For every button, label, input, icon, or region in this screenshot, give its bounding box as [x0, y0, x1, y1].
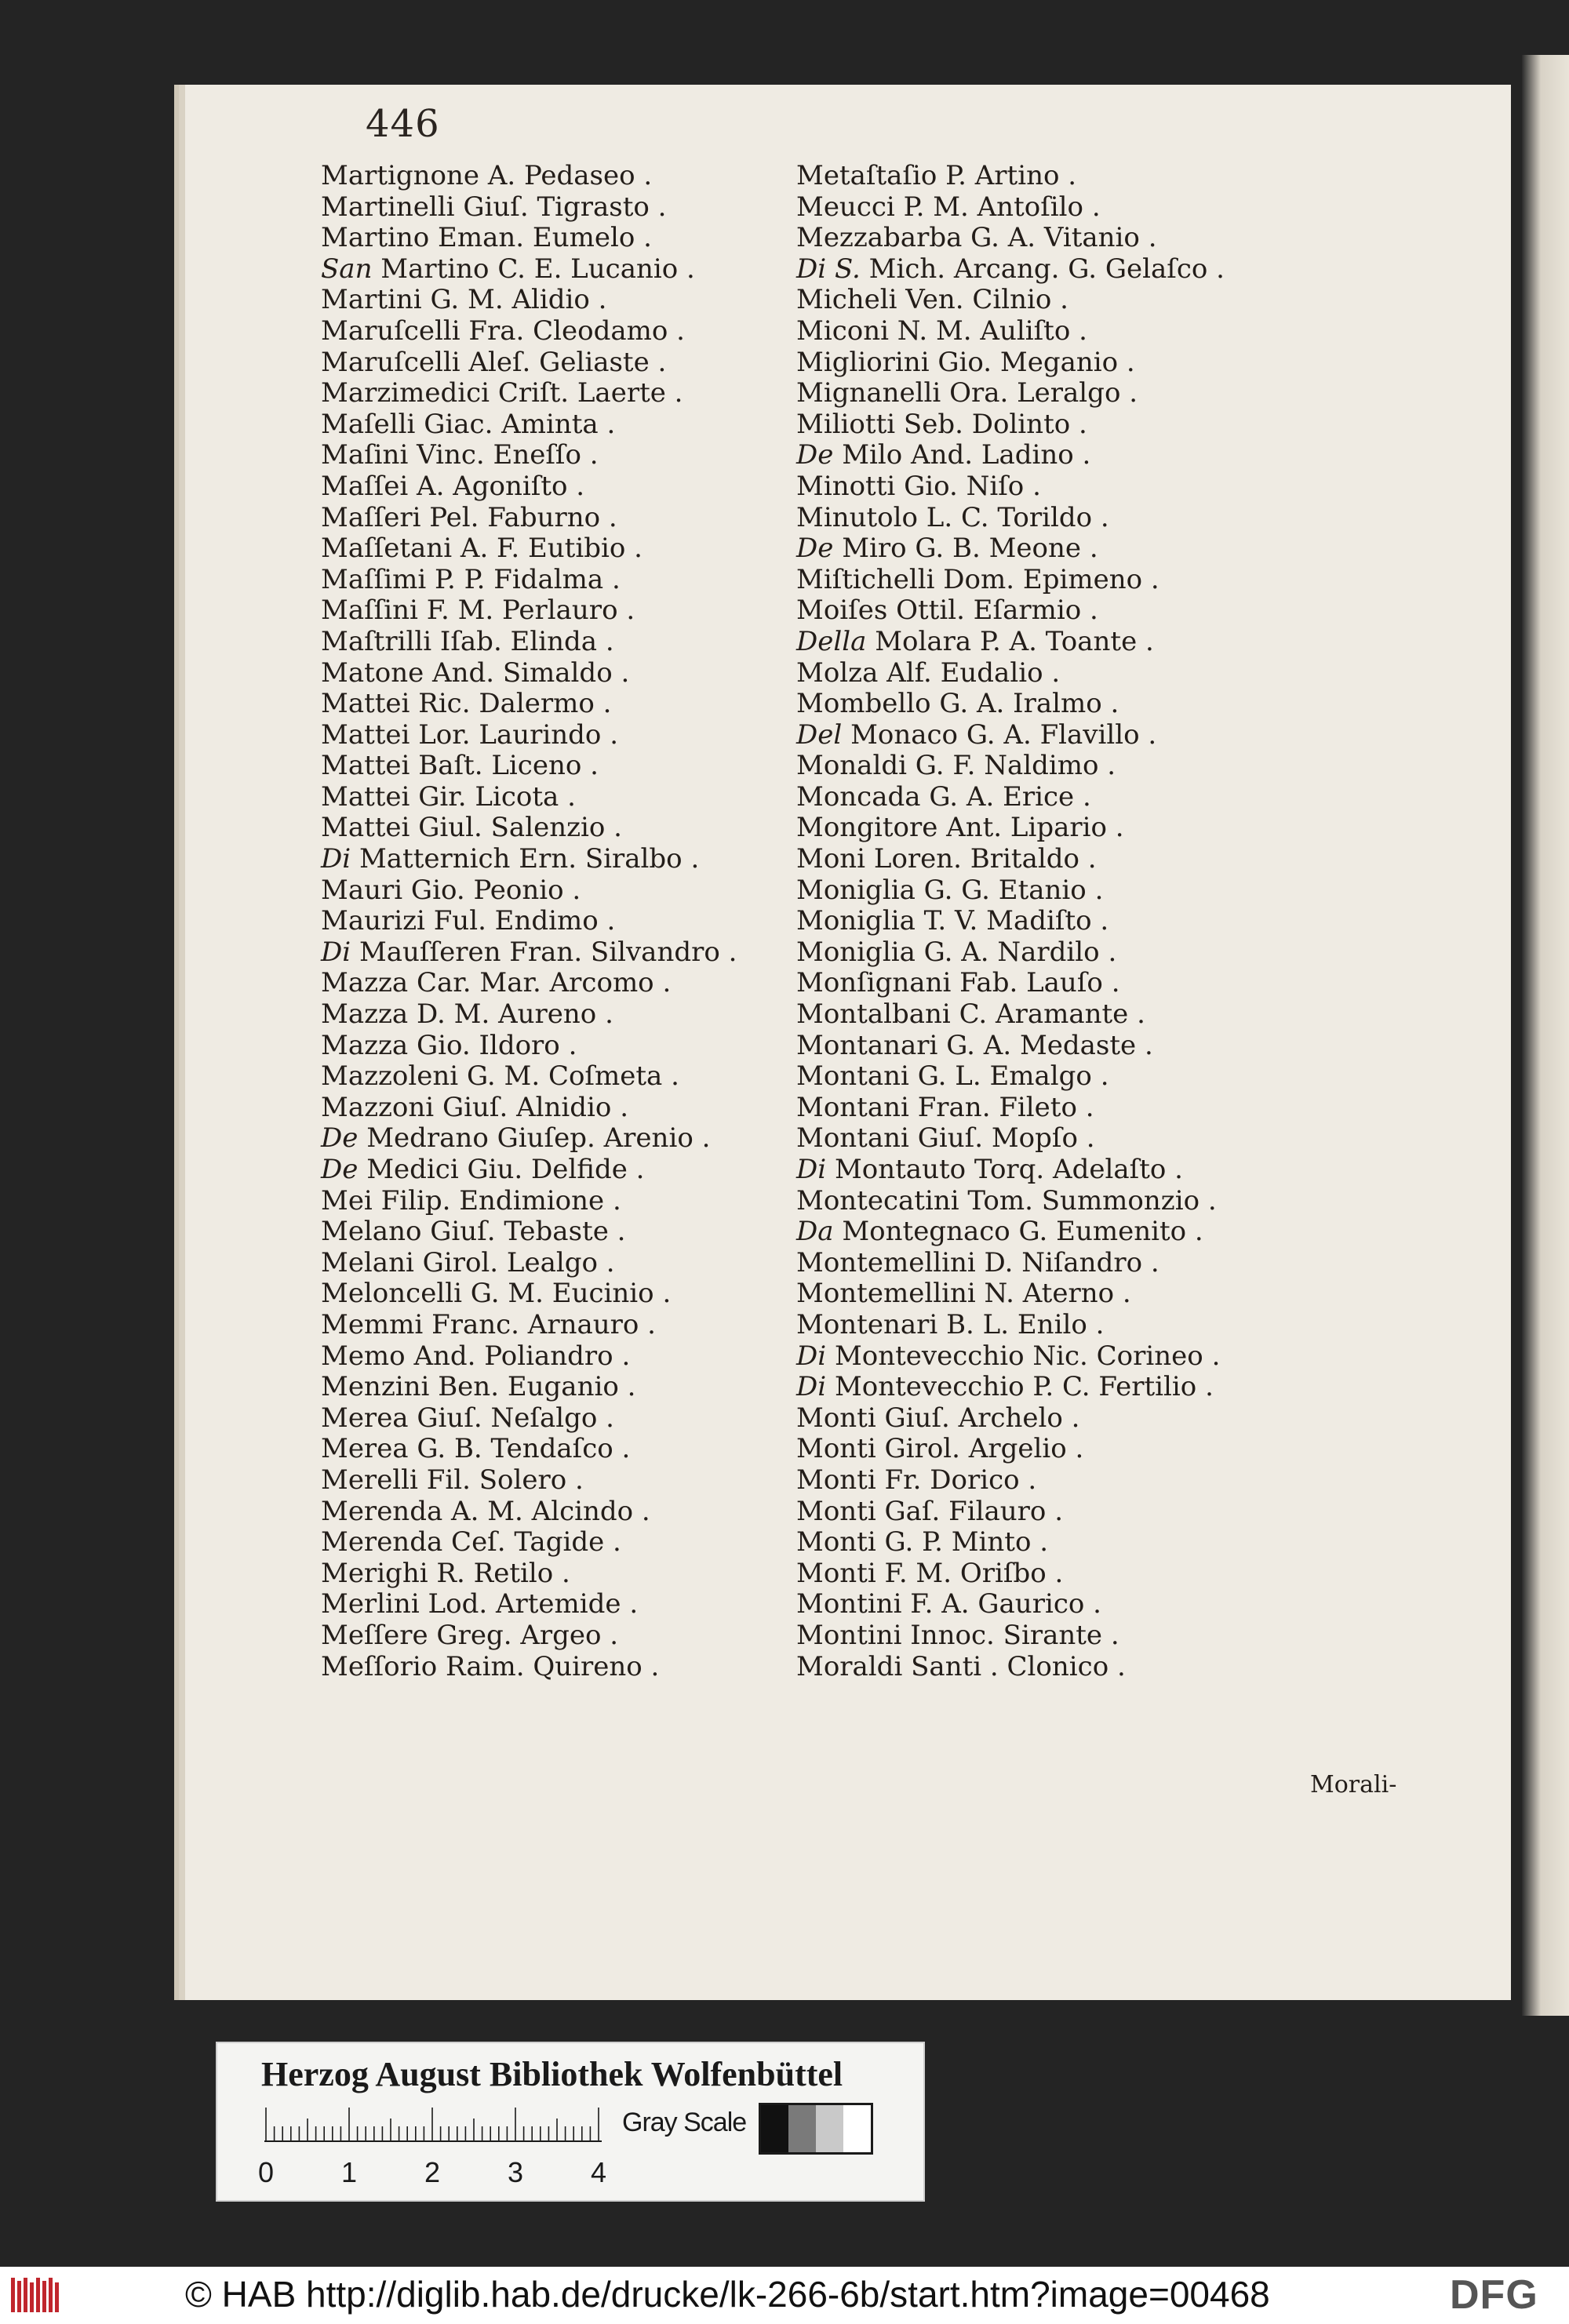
- name-text: Montani Fran. Fileto .: [796, 1091, 1094, 1123]
- name-entry: [796, 906, 1298, 937]
- name-text: Monti Giuſ. Archelo .: [796, 1402, 1080, 1434]
- name-text: Metaſtaſio P. Artino .: [796, 160, 1077, 191]
- name-entry: [321, 409, 807, 441]
- name-text: Montevecchio Nic. Corineo .: [834, 1340, 1221, 1372]
- name-entry: [796, 285, 1298, 316]
- name-text: Maſſimi P. P. Fidalma .: [321, 563, 621, 595]
- ruler-tick-label: 0: [258, 2156, 275, 2188]
- name-entry: [796, 999, 1298, 1031]
- name-prefix: Della: [796, 625, 876, 657]
- name-text: Medici Giu. Delfide .: [366, 1154, 645, 1185]
- name-text: Mazzoleni G. M. Coſmeta .: [321, 1060, 679, 1093]
- name-text: Montani G. L. Emalgo .: [796, 1060, 1109, 1093]
- name-entry: [796, 1620, 1298, 1652]
- name-text: Moniglia G. A. Nardilo .: [796, 936, 1117, 968]
- name-text: Merea G. B. Tendaſco .: [321, 1433, 631, 1465]
- name-entry: [321, 875, 807, 907]
- name-entry: [796, 1310, 1298, 1341]
- name-text: Meſſere Greg. Argeo .: [321, 1619, 619, 1651]
- book-cover-edge: [1522, 55, 1569, 2016]
- name-entry: [321, 316, 807, 347]
- name-prefix: De: [796, 533, 843, 565]
- name-entry: [321, 968, 807, 999]
- name-text: Monti Girol. Argelio .: [796, 1433, 1084, 1465]
- name-entry: [321, 1031, 807, 1062]
- name-entry: [796, 1093, 1298, 1124]
- name-entry: [321, 999, 807, 1031]
- name-entry: [796, 1434, 1298, 1465]
- name-entry: [321, 1652, 807, 1683]
- name-text: Mich. Arcang. G. Gelaſco .: [868, 253, 1225, 285]
- name-text: Montemellini N. Aterno .: [796, 1278, 1131, 1310]
- name-text: Mauſſeren Fran. Silvandro .: [359, 936, 737, 968]
- name-text: Medrano Giuſep. Arenio .: [366, 1122, 711, 1155]
- name-text: Maſtrilli Iſab. Elinda .: [321, 625, 614, 657]
- name-entry: [796, 440, 1298, 471]
- name-entry: [321, 627, 807, 658]
- name-text: Mattei Gir. Licota .: [321, 780, 576, 813]
- name-entry: [796, 1652, 1298, 1683]
- name-entry: [321, 595, 807, 627]
- name-text: Mazza Gio. Ildoro .: [321, 1029, 577, 1061]
- ruler-tick-label: 4: [591, 2156, 607, 2188]
- name-text: Mei Filip. Endimione .: [321, 1184, 621, 1217]
- name-entry: [796, 409, 1298, 441]
- page-number: 446: [366, 102, 440, 146]
- name-text: Merlini Lod. Artemide .: [321, 1588, 639, 1620]
- left-name-column: [321, 161, 807, 1682]
- name-text: Moniglia T. V. Madiſto .: [796, 905, 1109, 937]
- name-text: Mattei Ric. Dalermo .: [321, 688, 612, 720]
- name-text: Monaldi G. F. Naldimo .: [796, 750, 1116, 782]
- name-text: Mazza D. M. Aureno .: [321, 998, 613, 1031]
- name-entry: [796, 1186, 1298, 1217]
- name-prefix: San: [321, 253, 381, 285]
- name-text: Miliotti Seb. Dolinto .: [796, 408, 1087, 440]
- name-text: Montemellini D. Niſandro .: [796, 1246, 1159, 1278]
- measurement-ruler: [264, 2108, 602, 2142]
- footer-bar: [0, 2267, 1569, 2324]
- name-text: Mazza Car. Mar. Arcomo .: [321, 967, 672, 999]
- name-entry: [321, 1093, 807, 1124]
- name-entry: [796, 254, 1298, 285]
- name-entry: [321, 813, 807, 844]
- name-entry: [796, 1497, 1298, 1528]
- name-entry: [321, 1497, 807, 1528]
- catchword: Morali-: [1310, 1771, 1397, 1798]
- name-entry: [796, 1278, 1298, 1310]
- name-text: Maruſcelli Fra. Cleodamo .: [321, 315, 685, 347]
- name-text: Monti Gaſ. Filauro .: [796, 1495, 1063, 1527]
- name-text: Moncada G. A. Erice .: [796, 780, 1091, 813]
- name-text: Martinelli Giuſ. Tigrasto .: [321, 191, 667, 223]
- name-text: Melani Girol. Lealgo .: [321, 1246, 615, 1278]
- name-text: Montini F. A. Gaurico .: [796, 1588, 1101, 1620]
- name-entry: [321, 844, 807, 875]
- name-text: Maurizi Ful. Endimo .: [321, 905, 616, 937]
- name-entry: [796, 751, 1298, 782]
- name-prefix: Di: [321, 936, 359, 968]
- name-text: Merenda A. M. Alcindo .: [321, 1495, 650, 1527]
- name-entry: [321, 471, 807, 503]
- name-text: Micheli Ven. Cilnio .: [796, 284, 1068, 316]
- name-prefix: Di S.: [796, 253, 869, 285]
- name-text: Monti Fr. Dorico .: [796, 1464, 1037, 1496]
- name-text: Matternich Ern. Siralbo .: [359, 843, 700, 875]
- name-text: Mattei Lor. Laurindo .: [321, 718, 619, 751]
- name-text: Maſſini F. M. Perlauro .: [321, 595, 635, 627]
- name-text: Montenari B. L. Enilo .: [796, 1308, 1105, 1340]
- name-text: Menzini Ben. Euganio .: [321, 1371, 636, 1403]
- gray-swatch: [843, 2105, 871, 2152]
- name-text: Miſtichelli Dom. Epimeno .: [796, 563, 1159, 595]
- name-prefix: De: [321, 1154, 367, 1185]
- hab-logo-icon: [9, 2275, 66, 2315]
- name-text: Monti G. P. Minto .: [796, 1526, 1049, 1558]
- name-entry: [321, 378, 807, 409]
- name-entry: [321, 1278, 807, 1310]
- name-entry: [796, 1527, 1298, 1558]
- name-text: Maſelli Giac. Aminta .: [321, 408, 616, 440]
- name-text: Molza Alf. Eudalio .: [796, 656, 1061, 689]
- name-entry: [796, 1341, 1298, 1373]
- name-entry: [796, 1558, 1298, 1590]
- name-text: Minutolo L. C. Torildo .: [796, 501, 1109, 533]
- name-entry: [796, 471, 1298, 503]
- name-entry: [796, 595, 1298, 627]
- right-name-column: [796, 161, 1298, 1682]
- name-text: Molara P. A. Toante .: [875, 625, 1154, 657]
- name-prefix: De: [321, 1122, 367, 1155]
- name-text: Martino Eman. Eumelo .: [321, 222, 652, 254]
- name-text: Mattei Baſt. Liceno .: [321, 750, 599, 782]
- name-entry: [321, 161, 807, 192]
- name-text: Matone And. Simaldo .: [321, 656, 630, 689]
- name-text: Memmi Franc. Arnauro .: [321, 1308, 656, 1340]
- name-entry: [796, 1061, 1298, 1093]
- name-text: Mongitore Ant. Lipario .: [796, 812, 1124, 844]
- name-text: Migliorini Gio. Meganio .: [796, 346, 1135, 378]
- name-text: Marzimedici Criſt. Laerte .: [321, 377, 683, 409]
- name-entry: [321, 1217, 807, 1248]
- name-entry: [321, 1527, 807, 1558]
- name-text: Meſſorio Raim. Quireno .: [321, 1650, 660, 1682]
- name-entry: [796, 627, 1298, 658]
- name-text: Montauto Torq. Adelaſto .: [834, 1154, 1183, 1185]
- name-text: Merenda Ceſ. Tagide .: [321, 1526, 621, 1558]
- name-entry: [321, 1620, 807, 1652]
- name-prefix: Di: [796, 1371, 835, 1403]
- gray-swatch: [788, 2105, 816, 2152]
- name-entry: [321, 1123, 807, 1155]
- name-entry: [321, 223, 807, 254]
- name-entry: [321, 1434, 807, 1465]
- name-entry: [796, 844, 1298, 875]
- name-text: Mombello G. A. Iralmo .: [796, 688, 1119, 720]
- name-entry: [321, 254, 807, 285]
- name-entry: [796, 378, 1298, 409]
- name-prefix: De: [796, 439, 843, 471]
- name-prefix: Da: [796, 1216, 843, 1248]
- name-text: Maſini Vinc. Eneſſo .: [321, 439, 599, 471]
- ruler-tick-label: 1: [341, 2156, 358, 2188]
- name-text: Melano Giuſ. Tebaste .: [321, 1216, 626, 1248]
- name-text: Montalbani C. Aramante .: [796, 998, 1145, 1031]
- name-entry: [321, 347, 807, 379]
- name-entry: [321, 533, 807, 565]
- name-entry: [321, 751, 807, 782]
- name-entry: [796, 1589, 1298, 1620]
- name-entry: [321, 565, 807, 596]
- name-text: Montanari G. A. Medaste .: [796, 1029, 1153, 1061]
- name-entry: [796, 565, 1298, 596]
- name-text: Montini Innoc. Sirante .: [796, 1619, 1119, 1651]
- name-entry: [321, 1186, 807, 1217]
- name-entry: [796, 1155, 1298, 1186]
- name-text: Miro G. B. Meone .: [842, 533, 1098, 565]
- name-entry: [321, 658, 807, 689]
- name-text: Montevecchio P. C. Fertilio .: [834, 1371, 1214, 1403]
- name-entry: [321, 1310, 807, 1341]
- name-text: Martini G. M. Alidio .: [321, 284, 607, 316]
- name-entry: [321, 689, 807, 720]
- name-text: Miconi N. M. Auliſto .: [796, 315, 1087, 347]
- gray-swatch: [816, 2105, 843, 2152]
- name-text: Mignanelli Ora. Leralgo .: [796, 377, 1138, 409]
- name-text: Monti F. M. Oriſbo .: [796, 1557, 1064, 1589]
- name-prefix: Di: [796, 1340, 835, 1372]
- name-entry: [321, 1372, 807, 1403]
- name-prefix: Di: [321, 843, 359, 875]
- name-entry: [321, 1155, 807, 1186]
- name-text: Meucci P. M. Antoſilo .: [796, 191, 1101, 223]
- name-entry: [796, 316, 1298, 347]
- name-entry: [796, 658, 1298, 689]
- name-text: Mezzabarba G. A. Vitanio .: [796, 222, 1157, 254]
- ruler-tick-label: 3: [508, 2156, 524, 2188]
- name-text: Merighi R. Retilo .: [321, 1557, 570, 1589]
- name-text: Maruſcelli Aleſ. Geliaste .: [321, 346, 667, 378]
- name-entry: [321, 1403, 807, 1435]
- gray-scale-text: Gray Scale: [622, 2108, 747, 2137]
- name-entry: [321, 285, 807, 316]
- name-entry: [796, 192, 1298, 224]
- name-text: Montegnaco G. Eumenito .: [842, 1216, 1203, 1248]
- name-entry: [796, 533, 1298, 565]
- name-entry: [796, 1465, 1298, 1497]
- name-entry: [796, 1372, 1298, 1403]
- name-entry: [796, 161, 1298, 192]
- name-prefix: Di: [796, 1154, 835, 1185]
- name-entry: [321, 1341, 807, 1373]
- name-entry: [796, 347, 1298, 379]
- name-entry: [796, 503, 1298, 534]
- name-entry: [321, 192, 807, 224]
- name-text: Moni Loren. Britaldo .: [796, 843, 1097, 875]
- ruler-tick-label: 2: [424, 2156, 441, 2188]
- name-text: Monſignani Fab. Lauſo .: [796, 967, 1120, 999]
- name-entry: [321, 906, 807, 937]
- name-entry: [321, 440, 807, 471]
- library-name: Herzog August Bibliothek Wolfenbüttel: [261, 2055, 843, 2093]
- name-entry: [321, 1248, 807, 1279]
- name-text: Monaco G. A. Flavillo .: [850, 718, 1157, 751]
- gray-scale-swatches: [759, 2103, 873, 2155]
- name-text: Martino C. E. Lucanio .: [380, 253, 695, 285]
- name-text: Montecatini Tom. Summonzio .: [796, 1184, 1217, 1217]
- name-text: Martignone A. Pedaseo .: [321, 160, 653, 191]
- name-entry: [321, 1061, 807, 1093]
- dfg-logo: DFG: [1450, 2272, 1538, 2318]
- name-entry: [796, 1403, 1298, 1435]
- name-text: Merea Giuſ. Neſalgo .: [321, 1402, 614, 1434]
- name-entry: [321, 1465, 807, 1497]
- name-text: Mauri Gio. Peonio .: [321, 874, 581, 906]
- name-entry: [321, 1589, 807, 1620]
- name-entry: [796, 1031, 1298, 1062]
- name-text: Milo And. Ladino .: [842, 439, 1091, 471]
- name-entry: [796, 782, 1298, 813]
- name-text: Montani Giuſ. Mopſo .: [796, 1122, 1095, 1155]
- name-entry: [796, 875, 1298, 907]
- name-entry: [321, 782, 807, 813]
- name-text: Maſſeri Pel. Faburno .: [321, 501, 617, 533]
- name-text: Memo And. Poliandro .: [321, 1340, 631, 1372]
- name-entry: [796, 813, 1298, 844]
- name-entry: [321, 1558, 807, 1590]
- name-entry: [796, 720, 1298, 751]
- name-entry: [321, 503, 807, 534]
- library-color-scale-label: [216, 2042, 925, 2202]
- name-text: Meloncelli G. M. Eucinio .: [321, 1278, 672, 1310]
- name-entry: [796, 1248, 1298, 1279]
- ruler-tick-labels: [258, 2156, 650, 2192]
- name-text: Merelli Fil. Solero .: [321, 1464, 584, 1496]
- name-entry: [796, 223, 1298, 254]
- gray-swatch: [761, 2105, 788, 2152]
- name-text: Maſſei A. Agoniſto .: [321, 470, 585, 502]
- name-entry: [796, 689, 1298, 720]
- name-text: Moniglia G. G. Etanio .: [796, 874, 1104, 906]
- name-text: Mazzoni Giuſ. Alnidio .: [321, 1091, 629, 1123]
- name-text: Minotti Gio. Niſo .: [796, 470, 1041, 502]
- name-prefix: Del: [796, 718, 851, 751]
- name-entry: [796, 937, 1298, 969]
- name-entry: [796, 1123, 1298, 1155]
- name-text: Moiſes Ottil. Eſarmio .: [796, 595, 1098, 627]
- name-text: Maſſetani A. F. Eutibio .: [321, 533, 643, 565]
- name-entry: [796, 968, 1298, 999]
- name-text: Moraldi Santi . Clonico .: [796, 1650, 1126, 1682]
- name-entry: [321, 720, 807, 751]
- name-entry: [796, 1217, 1298, 1248]
- footer-credit-link[interactable]: © HAB http://diglib.hab.de/drucke/lk-266-6b/start.htm?image=00468: [185, 2274, 1270, 2315]
- name-entry: [321, 937, 807, 969]
- name-text: Mattei Giul. Salenzio .: [321, 812, 622, 844]
